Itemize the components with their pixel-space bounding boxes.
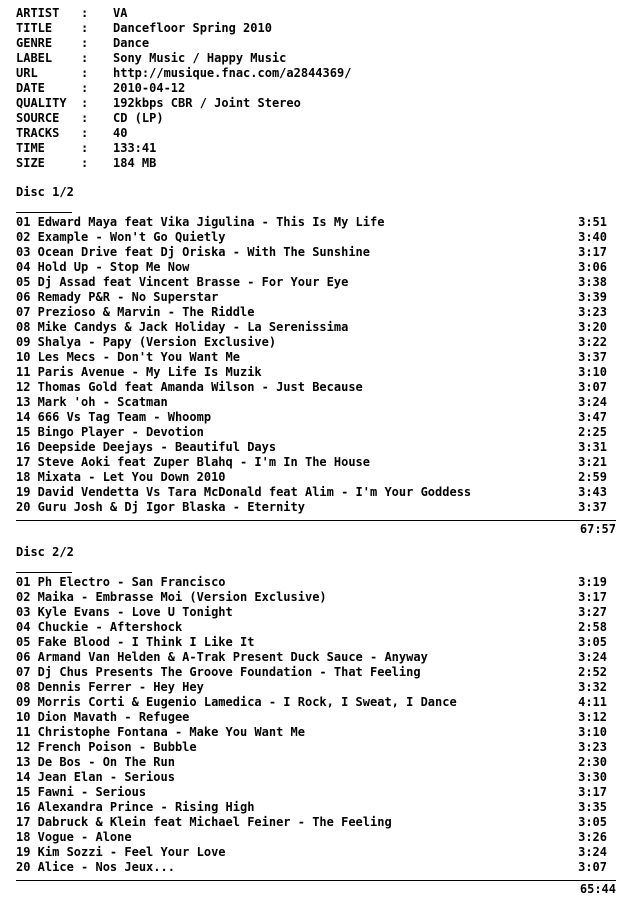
- meta-key: QUALITY: [16, 96, 67, 110]
- track-row: [16, 410, 607, 425]
- meta-row: [16, 6, 127, 21]
- meta-key: DATE: [16, 81, 45, 95]
- track-row: [16, 575, 607, 590]
- track-duration: 3:05: [578, 815, 607, 829]
- track-label: 04 Chuckie - Aftershock: [16, 620, 183, 634]
- track-label: 17 Steve Aoki feat Zuper Blahq - I'm In The House: [16, 455, 371, 469]
- meta-value: Dance: [113, 36, 150, 50]
- track-label: 06 Remady P&R - No Superstar: [16, 290, 219, 304]
- track-label: 10 Les Mecs - Don't You Want Me: [16, 350, 240, 364]
- track-duration: 3:31: [578, 440, 607, 454]
- track-row: [16, 275, 607, 290]
- track-label: 03 Ocean Drive feat Dj Oriska - With The Sunshine: [16, 245, 371, 259]
- track-row: [16, 770, 607, 785]
- track-duration: 3:17: [578, 245, 607, 259]
- track-duration: 3:38: [578, 275, 607, 289]
- track-label: 16 Deepside Deejays - Beautiful Days: [16, 440, 277, 454]
- track-duration: 3:21: [578, 455, 607, 469]
- track-label: 13 De Bos - On The Run: [16, 755, 175, 769]
- track-row: [16, 665, 607, 680]
- track-duration: 3:23: [578, 305, 607, 319]
- meta-row: [16, 111, 164, 126]
- meta-row: [16, 51, 286, 66]
- track-duration: 3:24: [578, 650, 607, 664]
- track-label: 20 Guru Josh & Dj Igor Blaska - Eternity: [16, 500, 305, 514]
- track-label: 07 Prezioso & Marvin - The Riddle: [16, 305, 255, 319]
- track-row: [16, 260, 607, 275]
- track-label: 11 Christophe Fontana - Make You Want Me: [16, 725, 305, 739]
- track-label: 08 Dennis Ferrer - Hey Hey: [16, 680, 204, 694]
- meta-row: [16, 21, 272, 36]
- track-duration: 3:35: [578, 800, 607, 814]
- track-duration: 3:24: [578, 845, 607, 859]
- track-row: [16, 680, 607, 695]
- track-row: [16, 500, 607, 515]
- track-row: [16, 860, 607, 875]
- track-row: [16, 755, 607, 770]
- track-label: 04 Hold Up - Stop Me Now: [16, 260, 190, 274]
- meta-separator: :: [81, 81, 89, 95]
- meta-value: Dancefloor Spring 2010: [113, 21, 272, 35]
- track-duration: 2:52: [578, 665, 607, 679]
- track-duration: 3:37: [578, 350, 607, 364]
- track-row: [16, 215, 607, 230]
- meta-value: 40: [113, 126, 128, 140]
- track-row: [16, 845, 607, 860]
- track-label: 08 Mike Candys & Jack Holiday - La Serenissima: [16, 320, 349, 334]
- track-label: 01 Edward Maya feat Vika Jigulina - This Is My Life: [16, 215, 385, 229]
- meta-separator: :: [81, 66, 89, 80]
- track-duration: 2:59: [578, 470, 607, 484]
- track-duration: 3:30: [578, 770, 607, 784]
- meta-separator: :: [81, 96, 89, 110]
- track-duration: 3:19: [578, 575, 607, 589]
- disc-title-underline: [16, 572, 72, 573]
- meta-row: [16, 66, 351, 81]
- meta-separator: :: [81, 111, 89, 125]
- track-row: [16, 605, 607, 620]
- disc-total-time: 67:57: [579, 522, 616, 536]
- meta-separator: :: [81, 126, 89, 140]
- track-row: [16, 740, 607, 755]
- meta-key: GENRE: [16, 36, 53, 50]
- track-duration: 3:32: [578, 680, 607, 694]
- track-duration: 3:40: [578, 230, 607, 244]
- track-row: [16, 230, 607, 245]
- track-row: [16, 620, 607, 635]
- track-row: [16, 815, 607, 830]
- track-row: [16, 830, 607, 845]
- track-row: [16, 395, 607, 410]
- track-row: [16, 725, 607, 740]
- track-label: 06 Armand Van Helden & A-Trak Present Duck Sauce - Anyway: [16, 650, 428, 664]
- disc-total-time: 65:44: [579, 882, 616, 896]
- meta-row: [16, 36, 149, 51]
- track-duration: 3:17: [578, 785, 607, 799]
- track-duration: 3:10: [578, 725, 607, 739]
- track-duration: 3:10: [578, 365, 607, 379]
- track-row: [16, 785, 607, 800]
- track-label: 16 Alexandra Prince - Rising High: [16, 800, 255, 814]
- disc-title: Disc 2/2: [16, 545, 74, 559]
- track-label: 07 Dj Chus Presents The Groove Foundation - That Feeling: [16, 665, 421, 679]
- meta-value[interactable]: http://musique.fnac.com/a2844369/: [113, 66, 352, 80]
- track-duration: 3:47: [578, 410, 607, 424]
- track-duration: 3:39: [578, 290, 607, 304]
- meta-separator: :: [81, 21, 89, 35]
- meta-value: 184 MB: [113, 156, 157, 170]
- meta-separator: :: [81, 156, 89, 170]
- meta-key: SOURCE: [16, 111, 60, 125]
- track-row: [16, 590, 607, 605]
- disc-title: Disc 1/2: [16, 185, 74, 199]
- track-duration: 3:05: [578, 635, 607, 649]
- track-row: [16, 650, 607, 665]
- track-label: 01 Ph Electro - San Francisco: [16, 575, 226, 589]
- track-duration: 3:06: [578, 260, 607, 274]
- track-label: 03 Kyle Evans - Love U Tonight: [16, 605, 233, 619]
- meta-key: LABEL: [16, 51, 53, 65]
- track-duration: 3:20: [578, 320, 607, 334]
- track-label: 18 Vogue - Alone: [16, 830, 132, 844]
- meta-separator: :: [81, 141, 89, 155]
- track-row: [16, 425, 607, 440]
- track-row: [16, 440, 607, 455]
- meta-row: [16, 126, 127, 141]
- track-label: 13 Mark 'oh - Scatman: [16, 395, 168, 409]
- track-label: 15 Bingo Player - Devotion: [16, 425, 204, 439]
- meta-value: 133:41: [113, 141, 157, 155]
- track-duration: 3:23: [578, 740, 607, 754]
- track-duration: 3:22: [578, 335, 607, 349]
- track-label: 10 Dion Mavath - Refugee: [16, 710, 190, 724]
- meta-value: Sony Music / Happy Music: [113, 51, 287, 65]
- track-label: 19 David Vendetta Vs Tara McDonald feat Alim - I'm Your Goddess: [16, 485, 472, 499]
- meta-value: VA: [113, 6, 128, 20]
- track-label: 17 Dabruck & Klein feat Michael Feiner - The Feeling: [16, 815, 392, 829]
- meta-value: 2010-04-12: [113, 81, 186, 95]
- track-duration: 2:58: [578, 620, 607, 634]
- track-duration: 3:07: [578, 380, 607, 394]
- track-duration: 3:12: [578, 710, 607, 724]
- track-label: 14 Jean Elan - Serious: [16, 770, 175, 784]
- meta-row: [16, 96, 301, 111]
- track-label: 11 Paris Avenue - My Life Is Muzik: [16, 365, 262, 379]
- track-row: [16, 800, 607, 815]
- meta-key: TITLE: [16, 21, 53, 35]
- track-label: 19 Kim Sozzi - Feel Your Love: [16, 845, 226, 859]
- meta-separator: :: [81, 6, 89, 20]
- track-label: 05 Dj Assad feat Vincent Brasse - For Your Eye: [16, 275, 349, 289]
- track-duration: 2:25: [578, 425, 607, 439]
- track-row: [16, 695, 607, 710]
- track-duration: 2:30: [578, 755, 607, 769]
- meta-value: 192kbps CBR / Joint Stereo: [113, 96, 301, 110]
- track-row: [16, 320, 607, 335]
- meta-row: [16, 141, 156, 156]
- track-label: 05 Fake Blood - I Think I Like It: [16, 635, 255, 649]
- track-duration: 3:07: [578, 860, 607, 874]
- track-row: [16, 380, 607, 395]
- track-row: [16, 350, 607, 365]
- track-label: 14 666 Vs Tag Team - Whoomp: [16, 410, 212, 424]
- track-row: [16, 710, 607, 725]
- track-label: 09 Morris Corti & Eugenio Lamedica - I Rock, I Sweat, I Dance: [16, 695, 457, 709]
- disc-total-divider: [16, 880, 616, 881]
- meta-key: URL: [16, 66, 38, 80]
- track-duration: 3:26: [578, 830, 607, 844]
- track-duration: 3:37: [578, 500, 607, 514]
- track-row: [16, 290, 607, 305]
- track-duration: 3:43: [578, 485, 607, 499]
- track-label: 12 Thomas Gold feat Amanda Wilson - Just Because: [16, 380, 363, 394]
- track-label: 12 French Poison - Bubble: [16, 740, 197, 754]
- track-row: [16, 305, 607, 320]
- meta-key: ARTIST: [16, 6, 60, 20]
- track-row: [16, 335, 607, 350]
- track-row: [16, 245, 607, 260]
- track-duration: 3:51: [578, 215, 607, 229]
- track-label: 18 Mixata - Let You Down 2010: [16, 470, 226, 484]
- meta-row: [16, 156, 156, 171]
- track-duration: 3:24: [578, 395, 607, 409]
- meta-key: TRACKS: [16, 126, 60, 140]
- disc-total-divider: [16, 520, 616, 521]
- track-row: [16, 485, 607, 500]
- meta-row: [16, 81, 185, 96]
- track-label: 02 Example - Won't Go Quietly: [16, 230, 226, 244]
- track-label: 02 Maika - Embrasse Moi (Version Exclusive): [16, 590, 327, 604]
- track-row: [16, 470, 607, 485]
- track-row: [16, 635, 607, 650]
- track-label: 15 Fawni - Serious: [16, 785, 147, 799]
- track-label: 20 Alice - Nos Jeux...: [16, 860, 175, 874]
- track-duration: 3:27: [578, 605, 607, 619]
- track-row: [16, 455, 607, 470]
- track-label: 09 Shalya - Papy (Version Exclusive): [16, 335, 277, 349]
- meta-separator: :: [81, 51, 89, 65]
- meta-key: TIME: [16, 141, 45, 155]
- track-duration: 3:17: [578, 590, 607, 604]
- meta-value: CD (LP): [113, 111, 164, 125]
- disc-title-underline: [16, 212, 72, 213]
- meta-key: SIZE: [16, 156, 45, 170]
- track-row: [16, 365, 607, 380]
- track-duration: 4:11: [578, 695, 607, 709]
- meta-separator: :: [81, 36, 89, 50]
